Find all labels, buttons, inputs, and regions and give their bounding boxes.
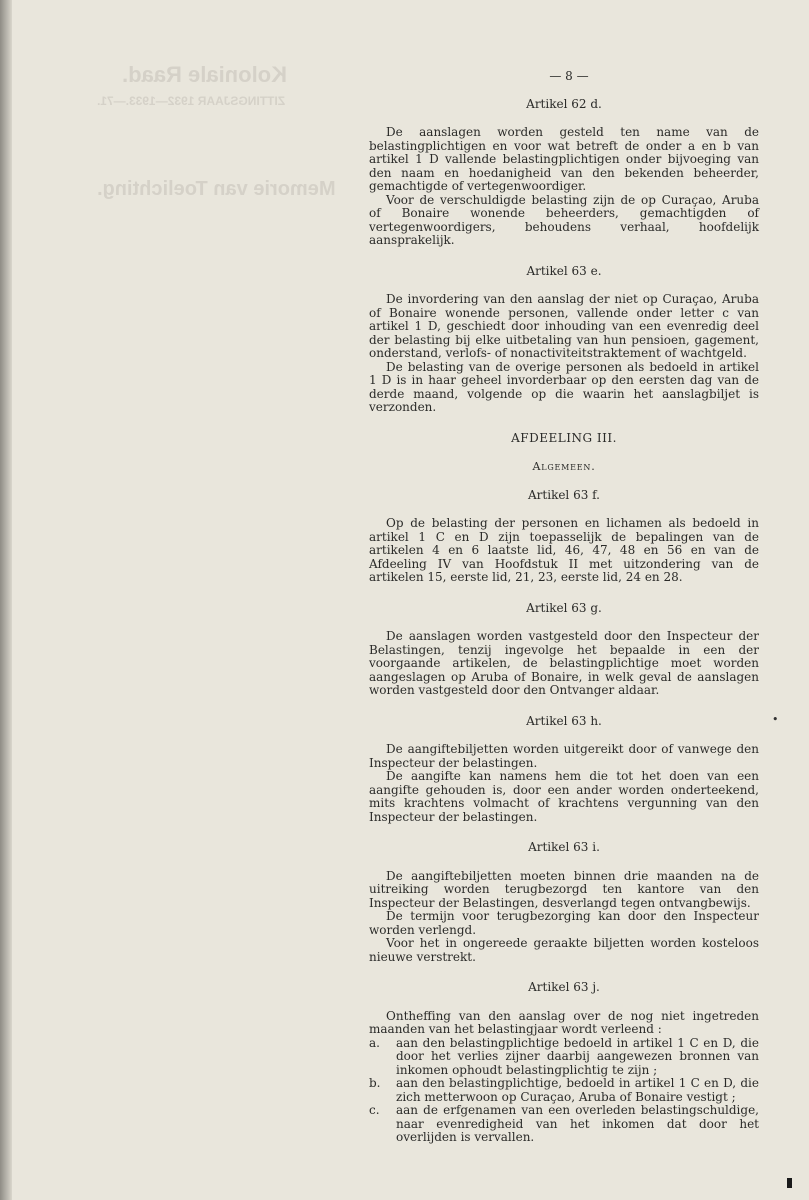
text-column [369,70,759,1145]
article-body [369,870,759,965]
paragraph: De invordering van den aanslag der niet op Curaçao, Aruba of Bonaire wonende personen, vallende onder letter c van artikel 1 D, geschiedt door inhouding van een evenredig deel der belasting bij elke uitbetaling van hun pensioen, gagement, onderstand, verlofs- of nonactiviteitstraktement of wachtgeld. [369,292,759,360]
paragraph: De aangiftebiljetten moeten binnen drie maanden na de uitreiking worden terugbezorgd ten kantore van den Inspecteur der Belastingen, desverlangd tegen ontvangbewijs. [369,868,759,910]
subsection-heading: Algemeen. [532,460,596,473]
paragraph: De aanslagen worden gesteld ten name van de belastingplichtigen en voor wat betreft de onder a en b van artikel 1 D vallende belastingplichtigen onder bijvoeging van den naam en hoedanigheid van den bekenden beheerder, gemachtigde of vertegenwoordiger. [369,125,759,193]
corner-mark [787,1178,792,1188]
article-heading: Artikel 63 j. [528,980,600,994]
article-body [369,743,759,824]
article-body [369,517,759,585]
article-heading: Artikel 63 g. [526,600,602,615]
article-heading: Artikel 63 h. [526,713,602,728]
article-heading: Artikel 63 e. [526,263,602,278]
paragraph: De termijn voor terugbezorging kan door den Inspecteur worden verlengd. [369,909,759,937]
article-body [369,1010,759,1037]
paragraph: De aangiftebiljetten worden uitgereikt door of vanwege den Inspecteur der belastingen. [369,742,759,770]
paragraph: Voor het in ongereede geraakte biljetten worden kosteloos nieuwe verstrekt. [369,936,759,964]
article-heading: Artikel 63 i. [528,840,600,854]
article-heading: Artikel 62 d. [526,96,602,111]
section-heading: AFDEELING III. [511,430,617,445]
paragraph: De belasting van de overige personen als bedoeld in artikel 1 D is in haar geheel invorderbaar op den eersten dag van de derde maand, volgende op die waarin het aanslagbiljet is verzonden. [369,359,759,414]
bleed-through-title: Koloniale Raad. [122,62,288,87]
enumerated-list [369,1037,759,1145]
page-number: — 8 — [549,69,589,83]
article-body [369,630,759,698]
scan-binding-edge [0,0,12,1200]
list-item-text: aan den belastingplichtige bedoeld in artikel 1 C en D, die door het verlies zijner daarbij aangewezen bronnen van inkomen ophoudt belastingplichtig te zijn ; [396,1035,759,1077]
bleed-through-heading: Memorie van Toelichting. [97,178,336,200]
list-item-label: b. [369,1076,381,1090]
paragraph: De aanslagen worden vastgesteld door den Inspecteur der Belastingen, tenzij ingevolge het bepaalde in een der voorgaande artikelen, de belastingplichtige moet worden aangeslagen op Aruba of Bonaire, in welk geval de aanslagen worden vastgesteld door den Ontvanger aldaar. [369,629,759,697]
list-item-label: a. [369,1035,380,1050]
article-body [369,126,759,248]
bleed-through-subtitle: ZITTINGSJAAR 1932—1933.—71. [97,94,286,108]
paragraph: Voor de verschuldigde belasting zijn de op Curaçao, Aruba of Bonaire wonende beheerders, gemachtigden of vertegenwoordigers, behoudens verhaal, hoofdelijk aansprakelijk. [369,192,759,247]
list-item-text: aan de erfgenamen van een overleden belastingschuldige, naar evenredigheid van het inkomen dat door het overlijden is vervallen. [396,1103,759,1144]
list-item [369,1077,759,1104]
list-item-label: c. [369,1103,380,1117]
stray-mark: • [772,713,779,726]
list-item [369,1037,759,1078]
paragraph: De aangifte kan namens hem die tot het doen van een aangifte gehouden is, door een ander worden onderteekend, mits krachtens volmacht of krachtens vergunning van den Inspecteur der belastingen. [369,769,759,824]
article-heading: Artikel 63 f. [528,487,600,502]
paragraph: Op de belasting der personen en lichamen als bedoeld in artikel 1 C en D zijn toepasselijk de bepalingen van de artikelen 4 en 6 laatste lid, 46, 47, 48 en 56 en van de Afdeeling IV van Hoofdstuk II met uitzondering van de artikelen 15, eerste lid, 21, 23, eerste lid, 24 en 28. [369,516,759,584]
paragraph: Ontheffing van den aanslag over de nog niet ingetreden maanden van het belastingjaar wordt verleend : [369,1008,759,1036]
article-body [369,293,759,415]
list-item [369,1104,759,1145]
list-item-text: aan den belastingplichtige, bedoeld in artikel 1 C en D, die zich metterwoon op Curaçao, Aruba of Bonaire vestigt ; [396,1076,759,1104]
